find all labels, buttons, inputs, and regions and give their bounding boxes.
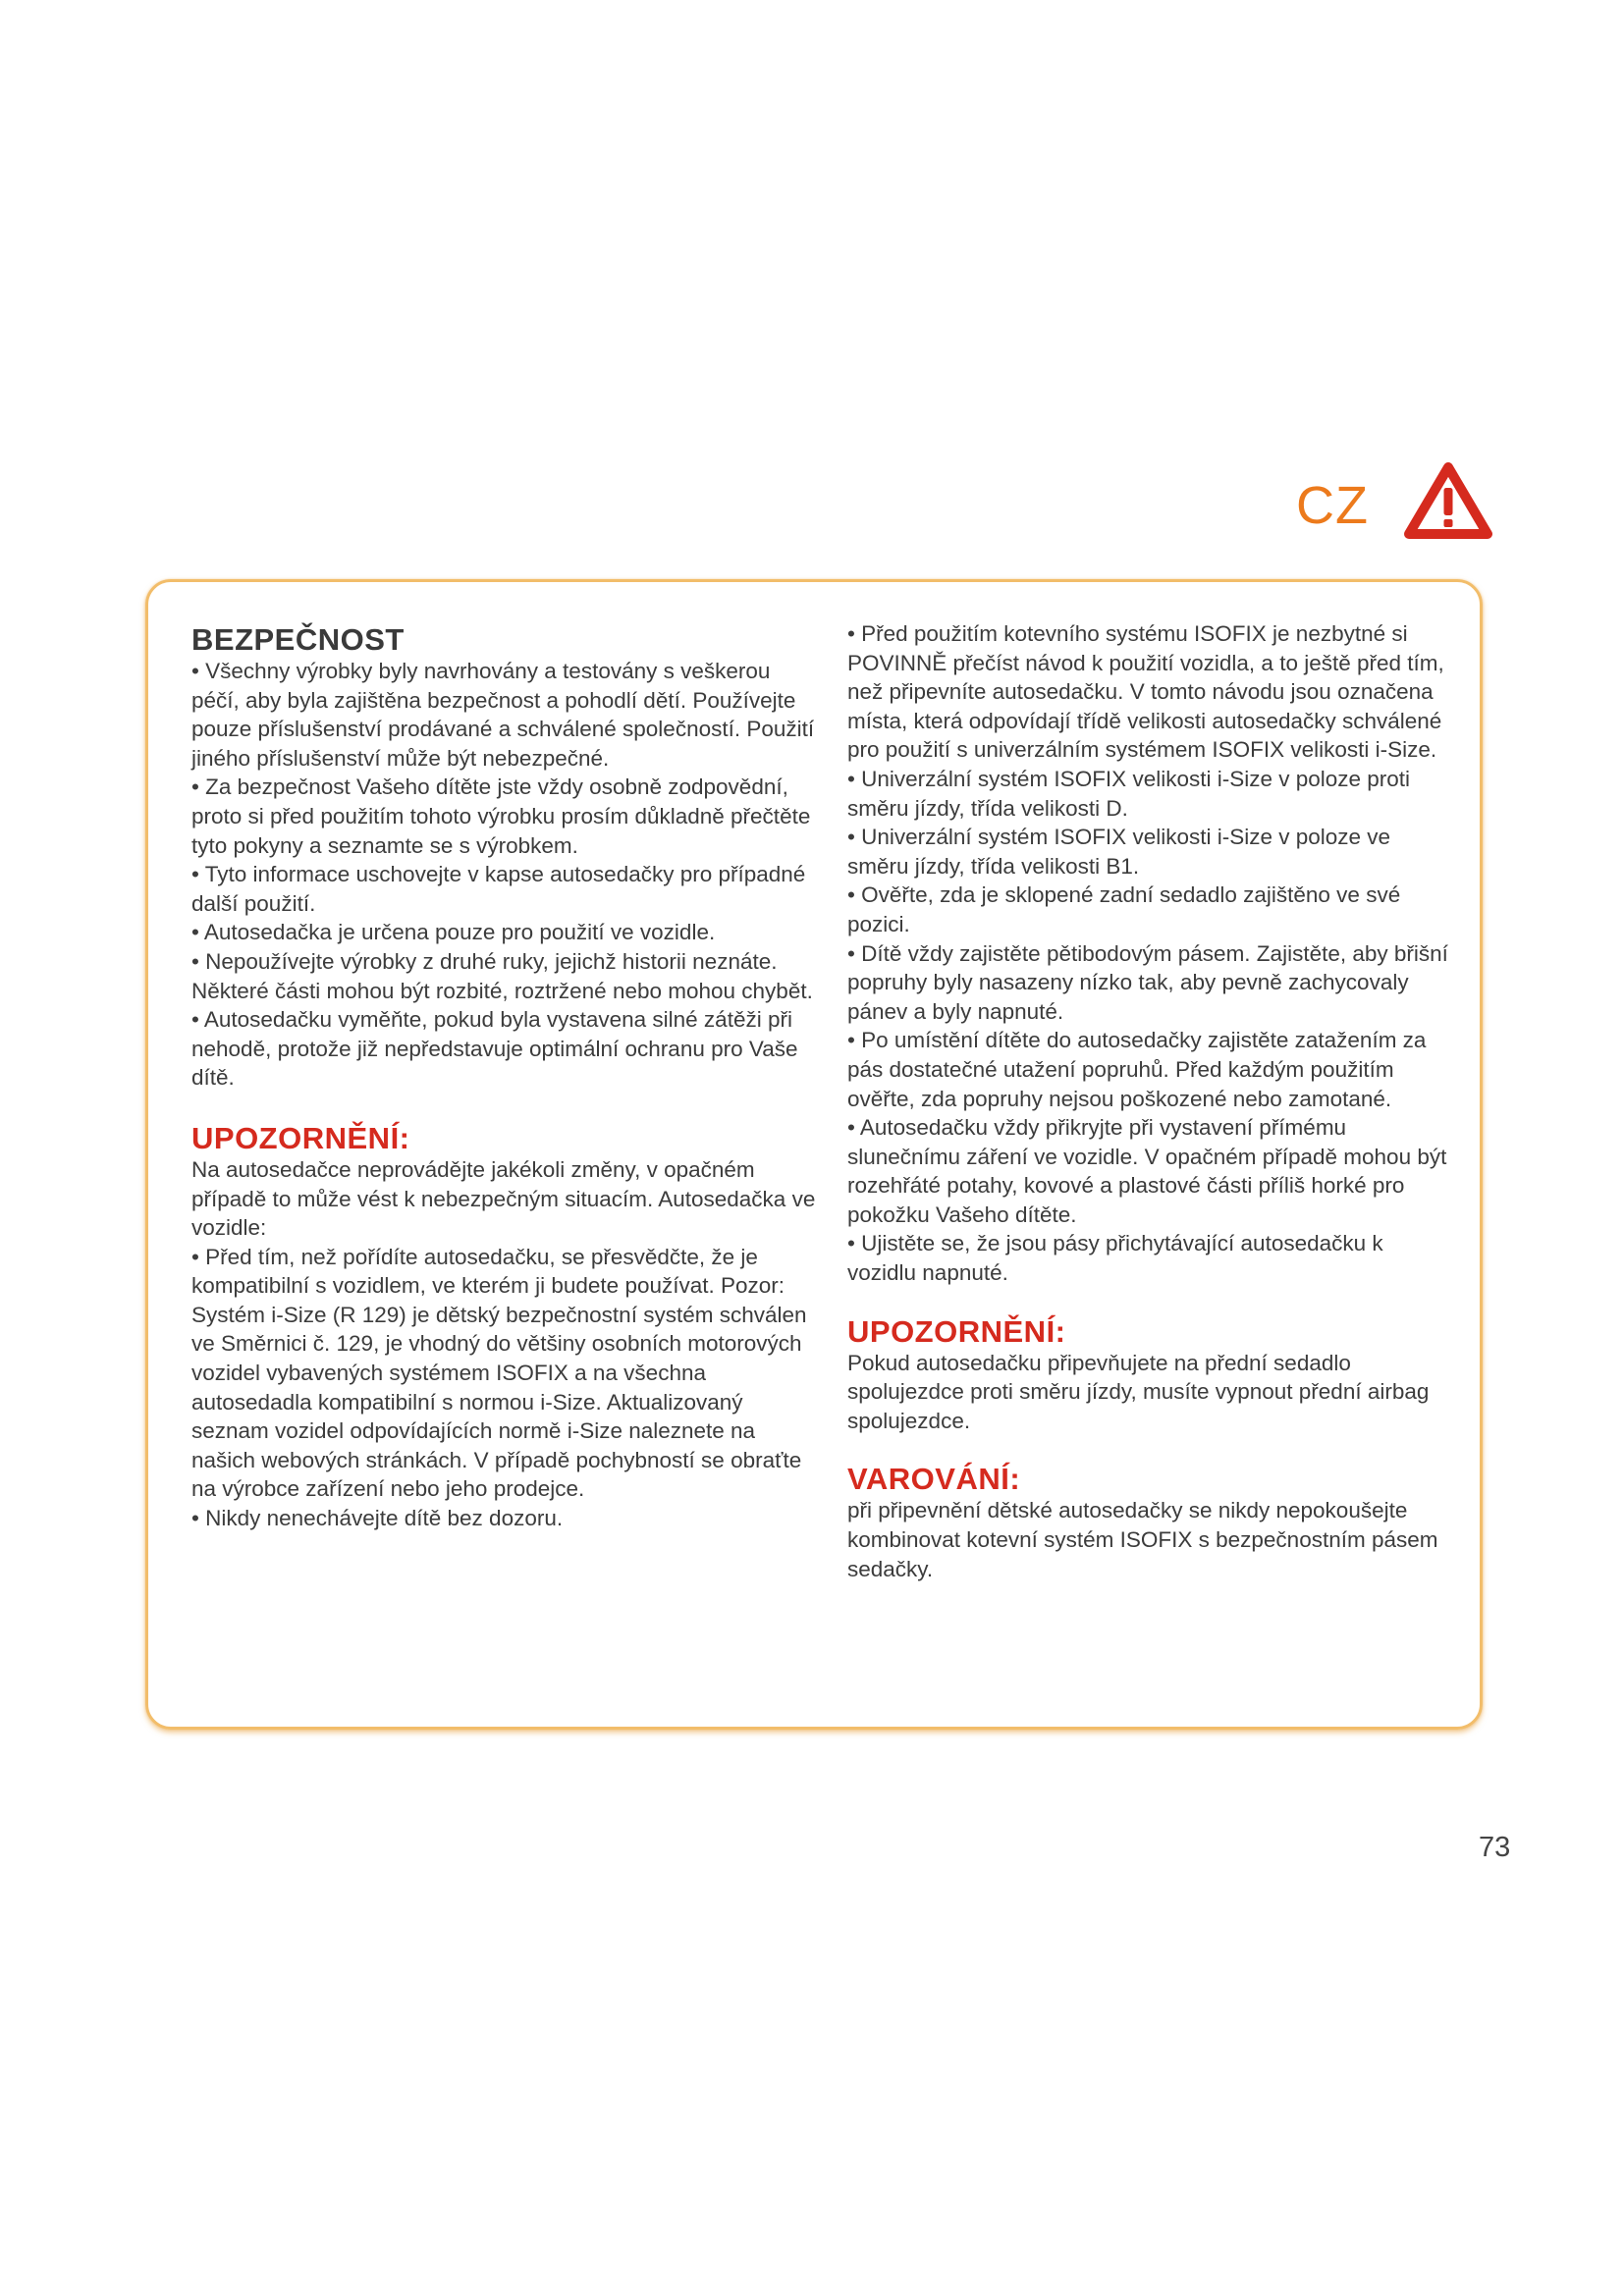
warning-heading: UPOZORNĚNÍ: — [847, 1313, 1066, 1349]
warning-heading: UPOZORNĚNÍ: — [191, 1120, 410, 1155]
paragraph: • Dítě vždy zajistěte pětibodovým pásem. Zajistěte, aby břišní popruhy byly nasazeny nízko tak, aby pevně zachycovaly pánev a byly napnuté. — [847, 940, 1448, 1024]
section-title-safety: BEZPEČNOST — [191, 622, 405, 657]
paragraph: • Před použitím kotevního systému ISOFIX je nezbytné si POVINNĚ přečíst návod k použití vozidla, a to ještě před tím, než připevníte autosedačku. V tomto návodu jsou označena místa, která odpovídají třídě velikosti autosedačky schválené pro použití s univerzálním systémem ISOFIX velikosti i-Size. — [847, 621, 1444, 763]
left-column — [191, 623, 820, 1533]
warning-triangle-icon — [1404, 461, 1492, 540]
paragraph: • Univerzální systém ISOFIX velikosti i-Size v poloze ve směru jízdy, třída velikosti B1. — [847, 825, 1391, 879]
right-column — [847, 619, 1456, 1583]
paragraph: Na autosedačce neprovádějte jakékoli změny, v opačném případě to může vést k nebezpečným situacím. Autosedačka ve vozidle: — [191, 1156, 816, 1241]
paragraph: • Ověřte, zda je sklopené zadní sedadlo zajištěno ve své pozici. — [847, 882, 1401, 936]
paragraph: • Autosedačku vyměňte, pokud byla vystavena silné zátěži při nehodě, protože již nepředstavuje optimální ochranu pro Vaše dítě. — [191, 1007, 798, 1091]
paragraph: • Univerzální systém ISOFIX velikosti i-Size v poloze proti směru jízdy, třída velikosti D. — [847, 766, 1411, 821]
paragraph: • Nikdy nenechávejte dítě bez dozoru. — [191, 1506, 564, 1531]
paragraph: • Po umístění dítěte do autosedačky zajistěte zatažením za pás dostatečné utažení popruhů. Před každým použitím ověřte, zda popruhy nejsou poškozené nebo zamotané. — [847, 1028, 1427, 1111]
page-number: 73 — [1479, 1832, 1511, 1863]
safety-info-card — [145, 579, 1483, 1730]
language-code: CZ — [1296, 476, 1369, 535]
paragraph: • Ujistěte se, že jsou pásy přichytávající autosedačku k vozidlu napnuté. — [847, 1231, 1383, 1286]
language-header — [1276, 461, 1502, 550]
paragraph: • Nepoužívejte výrobky z druhé ruky, jejichž historii neznáte. Některé části mohou být rozbité, roztržené nebo mohou chybět. — [191, 948, 813, 1003]
paragraph: • Autosedačka je určena pouze pro použití ve vozidle. — [191, 920, 716, 945]
paragraph: při připevnění dětské autosedačky se nikdy nepokoušejte kombinovat kotevní systém ISOFIX s bezpečnostním pásem sedačky. — [847, 1498, 1438, 1581]
paragraph: • Autosedačku vždy přikryjte při vystavení přímému slunečnímu záření ve vozidle. V opačném případě mohou být rozehřáté potahy, kovové a plastové části příliš horké pro pokožku Vašeho dítěte. — [847, 1115, 1447, 1227]
paragraph: • Před tím, než pořídíte autosedačku, se přesvědčte, že je kompatibilní s vozidlem, ve kterém ji budete používat. Pozor: Systém i-Size (R 129) je dětský bezpečnostní systém schválen ve Směrnici č. 129, je vhodný do většiny osobních motorových vozidel vybavených systémem ISOFIX a na všechna autosedadla kompatibilní s normou i-Size. Aktualizovaný seznam vozidel odpovídajících normě i-Size naleznete na našich webových stránkách. V případě pochybností se obraťte na výrobce zařízení nebo jeho prodejce. — [191, 1244, 807, 1502]
paragraph: • Všechny výrobky byly navrhovány a testovány s veškerou péčí, aby byla zajištěna bezpečnost a pohodlí dětí. Používejte pouze příslušenství prodávané a schválené společností. Použití jiného příslušenství může být nebezpečné. — [191, 659, 815, 771]
paragraph: Pokud autosedačku připevňujete na přední sedadlo spolujezdce proti směru jízdy, musíte vypnout přední airbag spolujezdce. — [847, 1350, 1430, 1433]
paragraph: • Tyto informace uschovejte v kapse autosedačky pro případné další použití. — [191, 862, 806, 916]
caution-heading: VAROVÁNÍ: — [847, 1462, 1021, 1497]
paragraph: • Za bezpečnost Vašeho dítěte jste vždy osobně zodpovědní, proto si před použitím tohoto výrobku prosím důkladně přečtěte tyto pokyny a seznamte se s výrobkem. — [191, 774, 811, 858]
